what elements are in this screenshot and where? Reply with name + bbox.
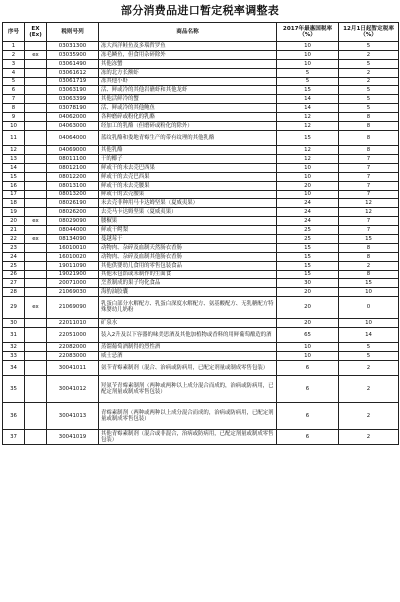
table-row (3, 190, 399, 199)
cell-ex (25, 226, 47, 235)
cell-mfn-rate: 12 (277, 113, 339, 122)
cell-ex (25, 208, 47, 217)
cell-provisional-rate: 15 (339, 235, 399, 244)
cell-index: 22 (3, 235, 25, 244)
cell-provisional-rate: 5 (339, 42, 399, 51)
table-row (3, 181, 399, 190)
cell-product-name: 其他青霉素制剂（混合或非混合，治病或防病用，已配定剂量或制成零售包装） (99, 429, 277, 444)
cell-product-name: 矿泉水 (99, 318, 277, 327)
cell-tariff-code: 03061490 (47, 59, 99, 68)
cell-product-name: 冻的北方长额虾 (99, 68, 277, 77)
cell-mfn-rate: 20 (277, 288, 339, 297)
cell-ex (25, 270, 47, 279)
cell-ex: ex (25, 235, 47, 244)
page-title: 部分消费品进口暂定税率调整表 (120, 4, 280, 17)
cell-index: 34 (3, 360, 25, 375)
cell-index: 26 (3, 270, 25, 279)
cell-mfn-rate: 10 (277, 190, 339, 199)
cell-tariff-code: 08044000 (47, 226, 99, 235)
cell-index: 4 (3, 68, 25, 77)
cell-index: 20 (3, 217, 25, 226)
cell-index: 30 (3, 318, 25, 327)
cell-tariff-code: 08029090 (47, 217, 99, 226)
cell-provisional-rate: 8 (339, 270, 399, 279)
cell-index: 8 (3, 104, 25, 113)
cell-index: 28 (3, 288, 25, 297)
cell-tariff-code: 30041013 (47, 402, 99, 429)
cell-tariff-code: 22051000 (47, 327, 99, 342)
cell-mfn-rate: 10 (277, 342, 339, 351)
cell-mfn-rate: 24 (277, 217, 339, 226)
cell-product-name: 其他活鲜冷的蟹 (99, 95, 277, 104)
cell-mfn-rate: 14 (277, 95, 339, 104)
cell-index: 24 (3, 252, 25, 261)
cell-ex (25, 351, 47, 360)
cell-mfn-rate: 20 (277, 181, 339, 190)
cell-ex (25, 42, 47, 51)
cell-product-name: 冻其他小虾 (99, 77, 277, 86)
header-cell: 序号 (3, 23, 25, 42)
cell-mfn-rate: 10 (277, 59, 339, 68)
cell-mfn-rate: 12 (277, 146, 339, 155)
cell-product-name: 冻大西洋鲑鱼及多瑙哲罗鱼 (99, 42, 277, 51)
cell-tariff-code: 22011010 (47, 318, 99, 327)
cell-tariff-code: 03078190 (47, 104, 99, 113)
header-cell: 2017年最惠国税率（%） (277, 23, 339, 42)
cell-ex (25, 122, 47, 131)
cell-mfn-rate: 10 (277, 351, 339, 360)
cell-mfn-rate: 10 (277, 163, 339, 172)
cell-tariff-code: 04064000 (47, 130, 99, 145)
cell-provisional-rate: 2 (339, 402, 399, 429)
cell-tariff-code: 16010020 (47, 252, 99, 261)
cell-product-name: 青霉素制剂（两种或两种以上成分混合而成的，治病或防病用，已配定剂量或制成零售包装） (99, 402, 277, 429)
cell-tariff-code: 04062000 (47, 113, 99, 122)
cell-product-name: 腰椒果 (99, 217, 277, 226)
cell-provisional-rate: 5 (339, 59, 399, 68)
cell-product-name: 干的椰子 (99, 154, 277, 163)
table-row (3, 252, 399, 261)
table-row (3, 154, 399, 163)
cell-tariff-code: 03061719 (47, 77, 99, 86)
cell-ex: ex (25, 50, 47, 59)
cell-provisional-rate: 2 (339, 375, 399, 402)
cell-mfn-rate: 15 (277, 270, 339, 279)
cell-product-name: 烹煮制成的果子均化食品 (99, 279, 277, 288)
cell-ex (25, 86, 47, 95)
cell-ex (25, 261, 47, 270)
cell-mfn-rate: 20 (277, 318, 339, 327)
cell-provisional-rate: 2 (339, 68, 399, 77)
table-row (3, 130, 399, 145)
cell-product-name: 冻毛鳞鱼，但食用杂碎除外 (99, 50, 277, 59)
header-cell: 税则号列 (47, 23, 99, 42)
cell-provisional-rate: 15 (339, 279, 399, 288)
cell-product-name: 鲜或干的未去壳巴西果 (99, 163, 277, 172)
cell-index: 5 (3, 77, 25, 86)
table-row (3, 429, 399, 444)
cell-index: 25 (3, 261, 25, 270)
cell-provisional-rate: 2 (339, 360, 399, 375)
cell-mfn-rate: 14 (277, 104, 339, 113)
cell-provisional-rate: 8 (339, 130, 399, 145)
cell-mfn-rate: 10 (277, 50, 339, 59)
cell-index: 36 (3, 402, 25, 429)
table-row (3, 288, 399, 297)
cell-product-name: 各种磨碎或粉化的乳酪 (99, 113, 277, 122)
cell-tariff-code: 08013100 (47, 181, 99, 190)
cell-product-name: 去壳马卡达姆坚果（夏威夷果） (99, 208, 277, 217)
cell-product-name: 威士忌酒 (99, 351, 277, 360)
table-row (3, 226, 399, 235)
cell-tariff-code: 08026190 (47, 199, 99, 208)
cell-provisional-rate: 8 (339, 122, 399, 131)
cell-provisional-rate: 8 (339, 252, 399, 261)
cell-provisional-rate: 7 (339, 154, 399, 163)
cell-product-name: 经加工的乳酪（但磨碎或粉化的除外） (99, 122, 277, 131)
cell-tariff-code: 30041012 (47, 375, 99, 402)
cell-tariff-code: 08012100 (47, 163, 99, 172)
cell-provisional-rate: 7 (339, 163, 399, 172)
cell-ex (25, 190, 47, 199)
table-row (3, 208, 399, 217)
table-row (3, 50, 399, 59)
cell-mfn-rate: 5 (277, 77, 339, 86)
cell-index: 1 (3, 42, 25, 51)
cell-mfn-rate: 20 (277, 297, 339, 319)
cell-mfn-rate: 25 (277, 226, 339, 235)
cell-tariff-code: 30041019 (47, 429, 99, 444)
cell-tariff-code: 20071000 (47, 279, 99, 288)
table-row (3, 351, 399, 360)
table-row (3, 163, 399, 172)
cell-mfn-rate: 10 (277, 172, 339, 181)
cell-ex (25, 146, 47, 155)
cell-mfn-rate: 15 (277, 252, 339, 261)
table-row (3, 86, 399, 95)
cell-tariff-code: 04063000 (47, 122, 99, 131)
cell-ex (25, 95, 47, 104)
cell-index: 37 (3, 429, 25, 444)
table-row (3, 77, 399, 86)
table-row (3, 279, 399, 288)
cell-provisional-rate: 10 (339, 318, 399, 327)
cell-mfn-rate: 5 (277, 68, 339, 77)
cell-ex (25, 104, 47, 113)
cell-index: 15 (3, 172, 25, 181)
cell-index: 9 (3, 113, 25, 122)
cell-ex (25, 181, 47, 190)
cell-ex: ex (25, 217, 47, 226)
table-row (3, 270, 399, 279)
cell-tariff-code: 21069090 (47, 297, 99, 319)
cell-index: 32 (3, 342, 25, 351)
cell-tariff-code: 19021900 (47, 270, 99, 279)
cell-mfn-rate: 6 (277, 429, 339, 444)
cell-provisional-rate: 2 (339, 50, 399, 59)
cell-tariff-code: 22083000 (47, 351, 99, 360)
cell-ex (25, 59, 47, 68)
cell-index: 3 (3, 59, 25, 68)
cell-tariff-code: 08026200 (47, 208, 99, 217)
header-cell: EX (Ex) (25, 23, 47, 42)
cell-ex (25, 360, 47, 375)
cell-mfn-rate: 25 (277, 235, 339, 244)
cell-index: 11 (3, 130, 25, 145)
cell-mfn-rate: 6 (277, 402, 339, 429)
cell-provisional-rate: 2 (339, 429, 399, 444)
cell-ex (25, 402, 47, 429)
cell-tariff-code: 03061612 (47, 68, 99, 77)
table-row (3, 318, 399, 327)
table-row (3, 235, 399, 244)
cell-ex (25, 318, 47, 327)
cell-product-name: 其他乳酪 (99, 146, 277, 155)
cell-index: 14 (3, 163, 25, 172)
cell-ex (25, 199, 47, 208)
cell-index: 12 (3, 146, 25, 155)
cell-ex (25, 77, 47, 86)
cell-ex (25, 163, 47, 172)
table-row (3, 95, 399, 104)
cell-product-name: 动物肉、杂碎及血制天然肠衣香肠 (99, 243, 277, 252)
cell-ex (25, 154, 47, 163)
cell-product-name: 海豹油胶囊 (99, 288, 277, 297)
cell-mfn-rate: 15 (277, 261, 339, 270)
cell-product-name: 其他未包馅或未制作的生面食 (99, 270, 277, 279)
cell-ex (25, 130, 47, 145)
table-row (3, 146, 399, 155)
cell-mfn-rate: 65 (277, 327, 339, 342)
cell-tariff-code: 16010010 (47, 243, 99, 252)
cell-provisional-rate: 2 (339, 77, 399, 86)
cell-index: 16 (3, 181, 25, 190)
cell-product-name: 氨苄青霉素制剂（混合、治病或防病用，已配定剂量或制成零售包装） (99, 360, 277, 375)
cell-product-name: 鲜或干的未去壳腰果 (99, 181, 277, 190)
cell-product-name: 蔓越莓干 (99, 235, 277, 244)
table-row (3, 327, 399, 342)
cell-index: 23 (3, 243, 25, 252)
table-header-row (3, 23, 399, 42)
cell-tariff-code: 08134090 (47, 235, 99, 244)
cell-tariff-code: 03063190 (47, 86, 99, 95)
cell-index: 27 (3, 279, 25, 288)
header-cell: 12月1日起暂定税率（%） (339, 23, 399, 42)
cell-product-name: 活、鲜或冷的其他岩礁虾和其他龙虾 (99, 86, 277, 95)
cell-provisional-rate: 8 (339, 113, 399, 122)
cell-provisional-rate: 8 (339, 243, 399, 252)
cell-provisional-rate: 5 (339, 86, 399, 95)
cell-tariff-code: 03063399 (47, 95, 99, 104)
table-row (3, 375, 399, 402)
cell-ex (25, 113, 47, 122)
table-row (3, 217, 399, 226)
cell-product-name: 蒸馏葡萄酒制得的烈性酒 (99, 342, 277, 351)
table-row (3, 104, 399, 113)
cell-ex (25, 252, 47, 261)
cell-provisional-rate: 10 (339, 288, 399, 297)
cell-product-name: 动物肉、杂碎及血制其他肠衣香肠 (99, 252, 277, 261)
table-row (3, 243, 399, 252)
cell-tariff-code: 21069030 (47, 288, 99, 297)
table-row (3, 199, 399, 208)
cell-tariff-code: 08011100 (47, 154, 99, 163)
table-row (3, 42, 399, 51)
cell-ex (25, 429, 47, 444)
cell-ex (25, 375, 47, 402)
cell-provisional-rate: 7 (339, 226, 399, 235)
table-row (3, 172, 399, 181)
cell-ex (25, 327, 47, 342)
cell-ex: ex (25, 297, 47, 319)
cell-mfn-rate: 24 (277, 208, 339, 217)
cell-provisional-rate: 5 (339, 104, 399, 113)
cell-product-name: 装入2升及以下容器的味美思酒及其他加植物或香料的用鲜葡萄酿造的酒 (99, 327, 277, 342)
cell-provisional-rate: 7 (339, 181, 399, 190)
cell-provisional-rate: 12 (339, 208, 399, 217)
cell-tariff-code: 22082000 (47, 342, 99, 351)
cell-tariff-code: 30041011 (47, 360, 99, 375)
table-row (3, 261, 399, 270)
cell-product-name: 羟氨苄青霉素制剂（两种或两种以上成分混合而成的，治病或防病用，已配定剂量或制成零售包装） (99, 375, 277, 402)
cell-provisional-rate: 0 (339, 297, 399, 319)
cell-ex (25, 342, 47, 351)
cell-mfn-rate: 15 (277, 130, 339, 145)
cell-ex (25, 288, 47, 297)
cell-index: 19 (3, 208, 25, 217)
cell-tariff-code: 08013200 (47, 190, 99, 199)
cell-product-name: 鲜或干的去壳腰果 (99, 190, 277, 199)
cell-index: 7 (3, 95, 25, 104)
cell-ex (25, 243, 47, 252)
cell-index: 33 (3, 351, 25, 360)
cell-tariff-code: 04069000 (47, 146, 99, 155)
cell-provisional-rate: 12 (339, 199, 399, 208)
cell-ex (25, 68, 47, 77)
cell-product-name: 鲜或干鳄梨 (99, 226, 277, 235)
cell-index: 13 (3, 154, 25, 163)
tariff-table (2, 22, 399, 445)
cell-provisional-rate: 5 (339, 342, 399, 351)
cell-index: 21 (3, 226, 25, 235)
cell-provisional-rate: 2 (339, 261, 399, 270)
cell-tariff-code: 08012200 (47, 172, 99, 181)
cell-mfn-rate: 12 (277, 122, 339, 131)
cell-product-name: 其他供婴幼儿食用的零售包装食品 (99, 261, 277, 270)
cell-provisional-rate: 7 (339, 172, 399, 181)
table-row (3, 402, 399, 429)
cell-index: 31 (3, 327, 25, 342)
table-row (3, 59, 399, 68)
cell-mfn-rate: 30 (277, 279, 339, 288)
cell-tariff-code: 03031300 (47, 42, 99, 51)
cell-mfn-rate: 6 (277, 375, 339, 402)
cell-mfn-rate: 12 (277, 154, 339, 163)
header-cell: 商品名称 (99, 23, 277, 42)
table-row (3, 297, 399, 319)
cell-index: 17 (3, 190, 25, 199)
cell-product-name: 鲜或干的去壳巴西果 (99, 172, 277, 181)
cell-mfn-rate: 15 (277, 86, 339, 95)
cell-provisional-rate: 7 (339, 190, 399, 199)
cell-product-name: 乳蛋白部分水解配方、乳蛋白深度水解配方、氨基酸配方、无乳糖配方特殊婴幼儿奶粉 (99, 297, 277, 319)
table-row (3, 68, 399, 77)
cell-provisional-rate: 5 (339, 95, 399, 104)
cell-provisional-rate: 14 (339, 327, 399, 342)
cell-provisional-rate: 5 (339, 351, 399, 360)
cell-product-name: 其他冻蟹 (99, 59, 277, 68)
cell-tariff-code: 03035900 (47, 50, 99, 59)
cell-mfn-rate: 6 (277, 360, 339, 375)
cell-product-name: 活、鲜或冷的其他鲍鱼 (99, 104, 277, 113)
cell-product-name: 未去壳非种用马卡达姆坚果（夏威夷果） (99, 199, 277, 208)
cell-mfn-rate: 15 (277, 243, 339, 252)
table-row (3, 122, 399, 131)
cell-tariff-code: 19011090 (47, 261, 99, 270)
cell-product-name: 蓝纹乳酪和娄地青霉生产的带有纹理的其他乳酪 (99, 130, 277, 145)
cell-mfn-rate: 10 (277, 42, 339, 51)
cell-index: 29 (3, 297, 25, 319)
cell-index: 18 (3, 199, 25, 208)
cell-mfn-rate: 24 (277, 199, 339, 208)
cell-ex (25, 279, 47, 288)
table-row (3, 360, 399, 375)
table-row (3, 113, 399, 122)
cell-index: 10 (3, 122, 25, 131)
cell-provisional-rate: 7 (339, 217, 399, 226)
cell-index: 2 (3, 50, 25, 59)
cell-index: 35 (3, 375, 25, 402)
cell-index: 6 (3, 86, 25, 95)
cell-provisional-rate: 8 (339, 146, 399, 155)
cell-ex (25, 172, 47, 181)
table-row (3, 342, 399, 351)
